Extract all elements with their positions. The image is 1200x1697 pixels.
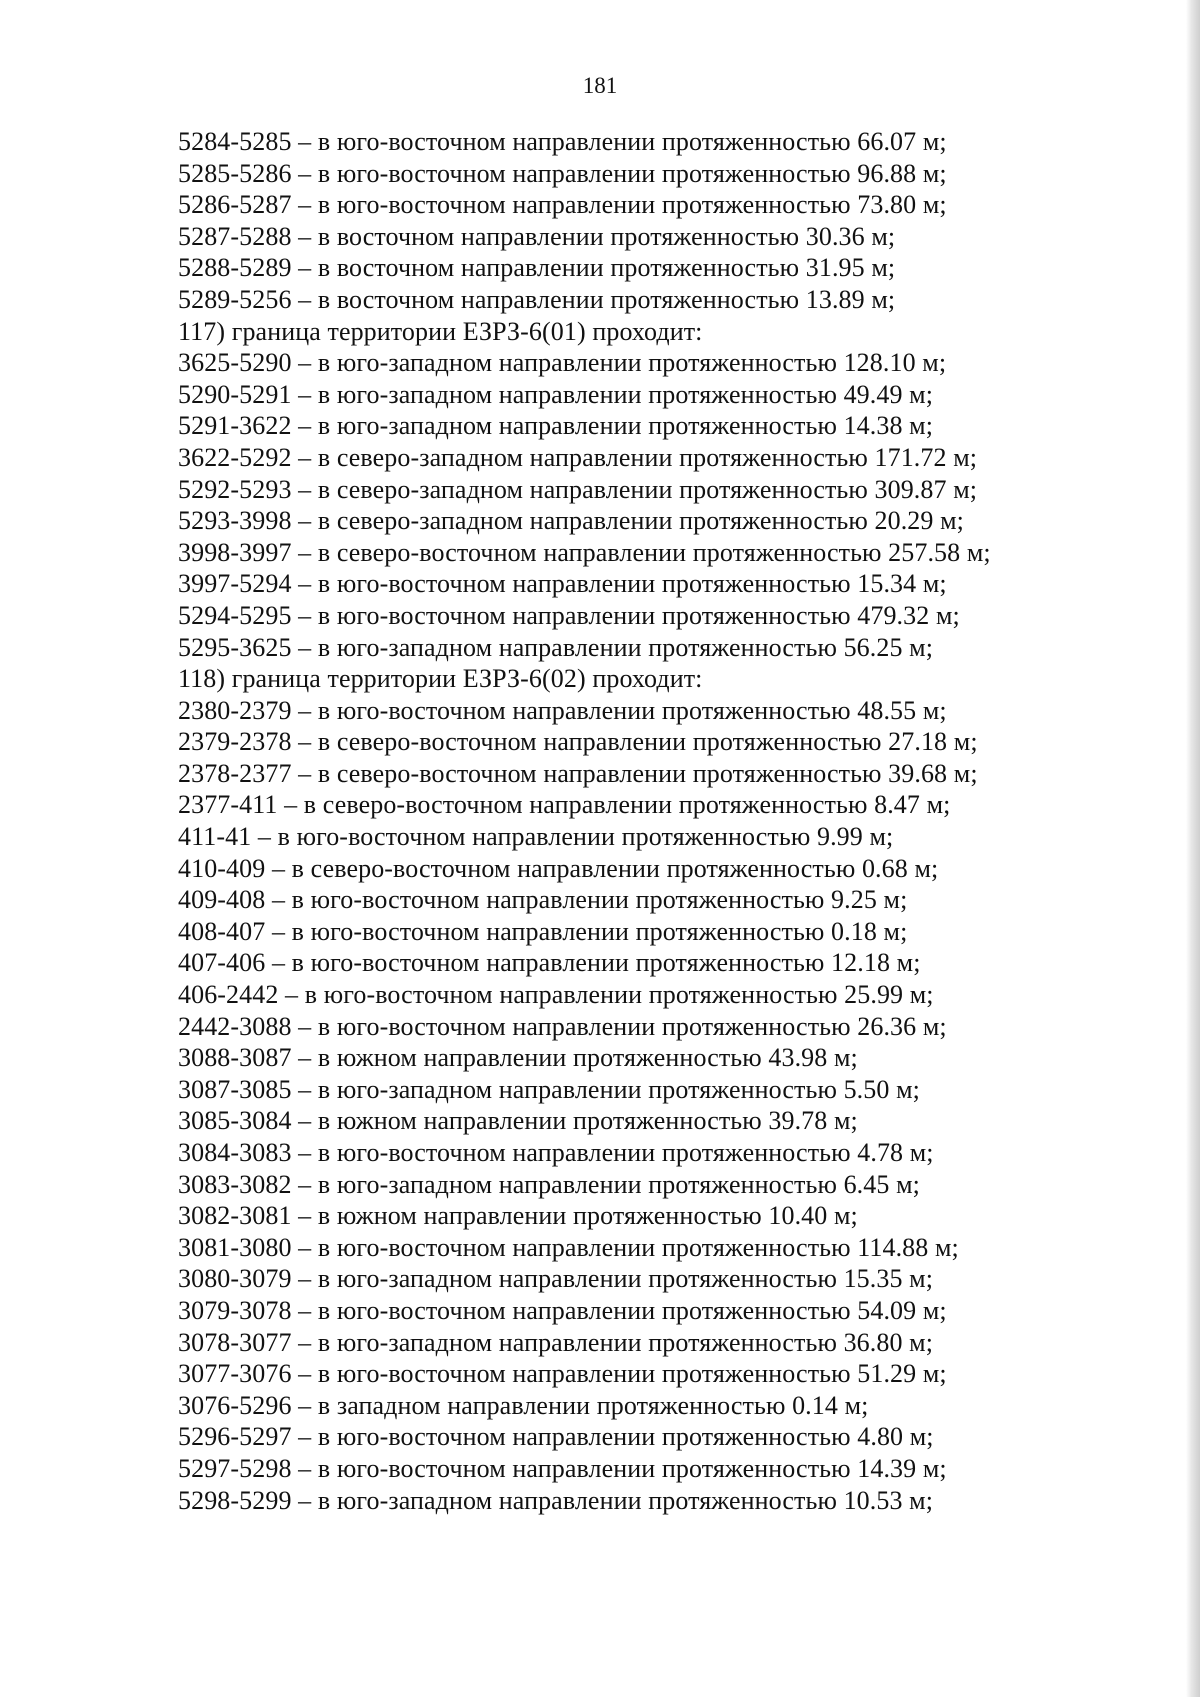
- text-line: 3622-5292 – в северо-западном направлении протяженностью 171.72 м;: [178, 442, 978, 472]
- section-heading: 117) граница территории ЕЗРЗ-6(01) проходит:: [178, 316, 703, 346]
- text-line: 5286-5287 – в юго-восточном направлении протяженностью 73.80 м;: [178, 190, 947, 220]
- text-line: 5291-3622 – в юго-западном направлении протяженностью 14.38 м;: [178, 411, 934, 441]
- text-line: 3078-3077 – в юго-западном направлении протяженностью 36.80 м;: [178, 1327, 934, 1357]
- section-heading: 118) граница территории ЕЗРЗ-6(02) проходит:: [178, 664, 703, 694]
- text-line: 5293-3998 – в северо-западном направлении протяженностью 20.29 м;: [178, 506, 964, 536]
- text-line: 5298-5299 – в юго-западном направлении протяженностью 10.53 м;: [178, 1485, 934, 1515]
- text-line: 5292-5293 – в северо-западном направлении протяженностью 309.87 м;: [178, 474, 978, 504]
- text-line: 5284-5285 – в юго-восточном направлении протяженностью 66.07 м;: [178, 127, 947, 156]
- text-line: 3087-3085 – в юго-западном направлении протяженностью 5.50 м;: [178, 1074, 920, 1104]
- text-line: 2378-2377 – в северо-восточном направлении протяженностью 39.68 м;: [178, 758, 978, 788]
- text-line: 411-41 – в юго-восточном направлении протяженностью 9.99 м;: [178, 822, 894, 852]
- text-line: 3997-5294 – в юго-восточном направлении протяженностью 15.34 м;: [178, 569, 947, 599]
- text-line: 5288-5289 – в восточном направлении протяженностью 31.95 м;: [178, 253, 896, 283]
- text-line: 5296-5297 – в юго-восточном направлении протяженностью 4.80 м;: [178, 1422, 934, 1452]
- scan-edge-shadow: [1186, 0, 1200, 1697]
- text-line: 3077-3076 – в юго-восточном направлении протяженностью 51.29 м;: [178, 1359, 947, 1389]
- text-line: 407-406 – в юго-восточном направлении протяженностью 12.18 м;: [178, 948, 921, 978]
- text-line: 2380-2379 – в юго-восточном направлении протяженностью 48.55 м;: [178, 695, 947, 725]
- text-line: 3079-3078 – в юго-восточном направлении протяженностью 54.09 м;: [178, 1295, 947, 1325]
- text-line: 5290-5291 – в юго-западном направлении протяженностью 49.49 м;: [178, 379, 934, 409]
- text-line: 410-409 – в северо-восточном направлении протяженностью 0.68 м;: [178, 853, 939, 883]
- text-line: 2377-411 – в северо-восточном направлении протяженностью 8.47 м;: [178, 790, 951, 820]
- text-line: 406-2442 – в юго-восточном направлении протяженностью 25.99 м;: [178, 980, 934, 1010]
- text-line: 3081-3080 – в юго-восточном направлении протяженностью 114.88 м;: [178, 1232, 959, 1262]
- text-line: 3082-3081 – в южном направлении протяженностью 10.40 м;: [178, 1201, 858, 1231]
- text-line: 5289-5256 – в восточном направлении протяженностью 13.89 м;: [178, 284, 896, 314]
- text-line: 3083-3082 – в юго-западном направлении протяженностью 6.45 м;: [178, 1169, 920, 1199]
- text-line: 2442-3088 – в юго-восточном направлении протяженностью 26.36 м;: [178, 1011, 947, 1041]
- text-line: 3076-5296 – в западном направлении протяженностью 0.14 м;: [178, 1390, 869, 1420]
- text-line: 3084-3083 – в юго-восточном направлении протяженностью 4.78 м;: [178, 1138, 934, 1167]
- text-line: 408-407 – в юго-восточном направлении протяженностью 0.18 м;: [178, 916, 908, 946]
- text-line: 5297-5298 – в юго-восточном направлении протяженностью 14.39 м;: [178, 1453, 947, 1483]
- text-line: 5287-5288 – в восточном направлении протяженностью 30.36 м;: [178, 221, 896, 251]
- text-line: 5295-3625 – в юго-западном направлении протяженностью 56.25 м;: [178, 632, 934, 662]
- boundary-description-text: [178, 126, 1138, 1516]
- text-line: 5285-5286 – в юго-восточном направлении протяженностью 96.88 м;: [178, 158, 947, 188]
- text-line: 3088-3087 – в южном направлении протяженностью 43.98 м;: [178, 1043, 858, 1073]
- page-number: 181: [582, 73, 618, 98]
- text-line: 3080-3079 – в юго-западном направлении протяженностью 15.35 м;: [178, 1264, 934, 1294]
- text-line: 3625-5290 – в юго-западном направлении протяженностью 128.10 м;: [178, 348, 947, 378]
- text-line: 409-408 – в юго-восточном направлении протяженностью 9.25 м;: [178, 885, 908, 915]
- text-line: 3085-3084 – в южном направлении протяженностью 39.78 м;: [178, 1106, 858, 1136]
- text-line: 5294-5295 – в юго-восточном направлении протяженностью 479.32 м;: [178, 600, 960, 630]
- text-line: 3998-3997 – в северо-восточном направлении протяженностью 257.58 м;: [178, 537, 991, 567]
- text-line: 2379-2378 – в северо-восточном направлении протяженностью 27.18 м;: [178, 727, 978, 757]
